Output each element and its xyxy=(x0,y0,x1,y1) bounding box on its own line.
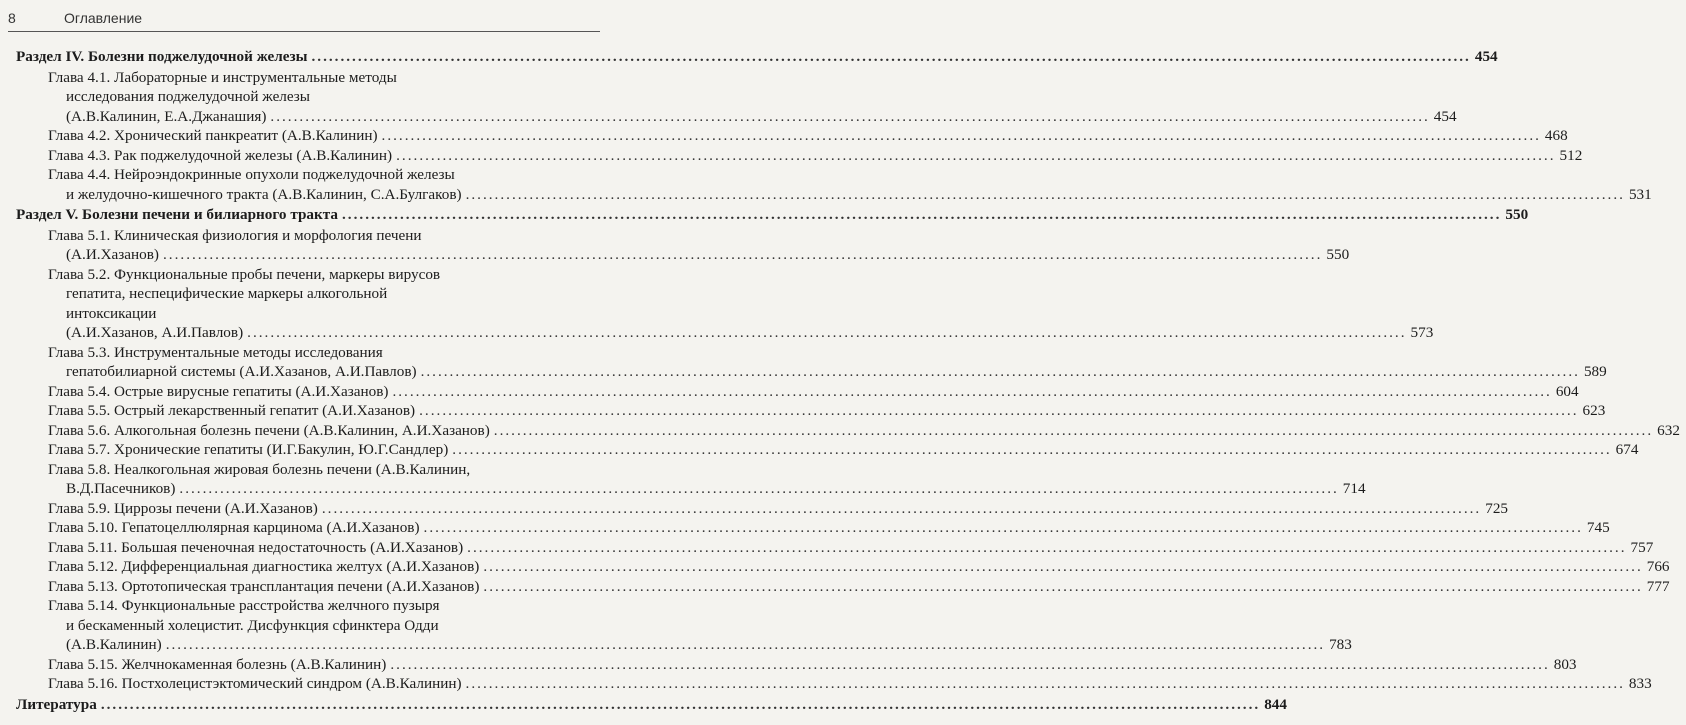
toc-chapter xyxy=(0,557,1670,577)
toc-line xyxy=(66,107,1457,127)
toc-line xyxy=(66,87,608,107)
toc-page-number: 623 xyxy=(1582,402,1606,419)
toc-line-text: Глава 4.2. Хронический панкреатит (А.В.Калинин) xyxy=(48,127,378,144)
toc-page-number: 803 xyxy=(1553,655,1577,673)
toc-chapter xyxy=(0,401,1606,421)
toc-page-number: 512 xyxy=(1559,146,1583,164)
dot-leader: ........................................................................................................................................................................................................ xyxy=(342,206,1502,223)
toc-chapter xyxy=(0,499,1508,519)
toc-chapter xyxy=(0,68,1457,127)
toc-line xyxy=(48,655,1577,675)
dot-leader: ........................................................................................................................................................................................................ xyxy=(311,48,1471,65)
toc-chapter xyxy=(0,460,1366,499)
toc-line-text: Глава 5.11. Большая печеночная недостаточность (А.И.Хазанов) xyxy=(48,538,464,556)
toc-line xyxy=(66,362,1607,382)
toc-page-number: 766 xyxy=(1646,558,1670,575)
toc-line-text: (А.В.Калинин) xyxy=(66,636,162,653)
toc-line xyxy=(66,185,1652,205)
toc-line-text: и бескаменный холецистит. Дисфункция сфинктера Одди xyxy=(66,616,439,634)
toc-page-number: 725 xyxy=(1485,499,1508,517)
toc-page-number: 844 xyxy=(1264,695,1287,713)
toc-line xyxy=(48,557,1670,577)
toc-page-number: 745 xyxy=(1586,519,1610,536)
toc-line-text: Глава 5.5. Острый лекарственный гепатит (А.И.Хазанов) xyxy=(48,402,416,419)
toc-line xyxy=(66,635,1352,655)
dot-leader: ........................................................................................................................................................................................................ xyxy=(423,519,1583,536)
toc-line xyxy=(48,674,1652,694)
dot-leader: ........................................................................................................................................................................................................ xyxy=(392,382,1552,400)
running-title: Оглавление xyxy=(64,10,143,26)
toc-chapter xyxy=(0,655,1577,675)
toc-chapter xyxy=(0,146,1583,166)
toc-page-number: 783 xyxy=(1329,636,1352,653)
dot-leader: ........................................................................................................................................................................................................ xyxy=(270,107,1430,125)
header-rule xyxy=(8,31,600,32)
toc-section xyxy=(16,47,1498,67)
dot-leader: ........................................................................................................................................................................................................ xyxy=(396,146,1556,164)
toc-line xyxy=(66,616,608,636)
toc-page-number: 531 xyxy=(1628,185,1652,203)
dot-leader: ........................................................................................................................................................................................................ xyxy=(493,421,1654,439)
toc-line-text: исследования поджелудочной железы xyxy=(66,88,311,105)
dot-leader: ........................................................................................................................................................................................................ xyxy=(179,480,1339,497)
toc-line xyxy=(16,47,1498,67)
toc-line-text: Глава 5.4. Острые вирусные гепатиты (А.И.Хазанов) xyxy=(48,382,389,400)
dot-leader: ........................................................................................................................................................................................................ xyxy=(419,402,1579,419)
toc-line-text: Глава 4.4. Нейроэндокринные опухоли поджелудочной железы xyxy=(48,166,455,183)
toc-chapter xyxy=(0,165,1652,204)
toc-line xyxy=(48,382,1579,402)
toc-page-number: 550 xyxy=(1505,206,1529,223)
toc-line xyxy=(48,596,608,616)
toc-chapter xyxy=(0,382,1579,402)
toc-line xyxy=(48,165,608,185)
toc-line-text: гепатита, неспецифические маркеры алкогольной xyxy=(66,285,388,302)
dot-leader: ........................................................................................................................................................................................................ xyxy=(465,185,1625,203)
toc-page-number: 589 xyxy=(1583,363,1607,380)
toc-page-number: 757 xyxy=(1630,538,1654,556)
toc-line-text: Глава 5.2. Функциональные пробы печени, маркеры вирусов xyxy=(48,265,441,283)
toc-line xyxy=(48,226,608,246)
toc-line xyxy=(48,518,1610,538)
toc-page-number: 632 xyxy=(1657,421,1680,439)
toc-line xyxy=(66,245,1350,265)
toc-chapter xyxy=(0,577,1670,597)
toc-page-number: 714 xyxy=(1342,480,1366,497)
dot-leader: ........................................................................................................................................................................................................ xyxy=(420,363,1580,380)
table-of-contents xyxy=(0,46,1680,715)
toc-chapter xyxy=(0,226,1350,265)
toc-line-text: Глава 5.14. Функциональные расстройства желчного пузыря xyxy=(48,597,440,614)
toc-line-text: В.Д.Пасечников) xyxy=(66,480,176,497)
toc-line-text: Глава 5.9. Циррозы печени (А.И.Хазанов) xyxy=(48,499,318,517)
dot-leader: ........................................................................................................................................................................................................ xyxy=(483,558,1643,575)
toc-page-number: 550 xyxy=(1326,246,1350,263)
dot-leader: ........................................................................................................................................................................................................ xyxy=(452,441,1612,458)
page-header xyxy=(8,8,600,30)
dot-leader: ........................................................................................................................................................................................................ xyxy=(321,499,1482,517)
toc-line xyxy=(48,499,1508,519)
toc-chapter xyxy=(0,343,1607,382)
toc-chapter xyxy=(0,538,1654,558)
toc-line xyxy=(48,126,1568,146)
page-number: 8 xyxy=(8,10,16,26)
dot-leader: ........................................................................................................................................................................................................ xyxy=(467,538,1627,556)
toc-page-number: 468 xyxy=(1544,127,1568,144)
toc-page-number: 674 xyxy=(1615,441,1639,458)
toc-line-text: Глава 5.1. Клиническая физиология и морфология печени xyxy=(48,226,422,244)
toc-line-text: Литература xyxy=(16,695,97,713)
toc-line-text: Глава 5.10. Гепатоцеллюлярная карцинома (А.И.Хазанов) xyxy=(48,519,420,536)
toc-page-number: 604 xyxy=(1555,382,1579,400)
toc-line-text: Глава 5.3. Инструментальные методы исследования xyxy=(48,343,383,361)
toc-line-text: Глава 5.7. Хронические гепатиты (И.Г.Бакулин, Ю.Г.Сандлер) xyxy=(48,441,449,458)
toc-line-text: (А.В.Калинин, Е.А.Джанашия) xyxy=(66,107,267,125)
toc-page-number: 833 xyxy=(1628,675,1652,692)
toc-chapter xyxy=(0,126,1568,146)
toc-line xyxy=(48,577,1670,597)
toc-line-text: Глава 5.6. Алкогольная болезнь печени (А.В.Калинин, А.И.Хазанов) xyxy=(48,421,490,439)
toc-line xyxy=(66,323,1434,343)
toc-chapter xyxy=(0,596,1352,655)
toc-line xyxy=(16,695,1287,715)
toc-line-text: (А.И.Хазанов, А.И.Павлов) xyxy=(66,324,244,341)
toc-page-number: 454 xyxy=(1474,48,1498,65)
toc-line xyxy=(48,421,1680,441)
toc-chapter xyxy=(0,440,1639,460)
toc-page-number: 573 xyxy=(1410,324,1434,341)
toc-line-text: гепатобилиарной системы (А.И.Хазанов, А.И.Павлов) xyxy=(66,363,417,380)
toc-line xyxy=(16,205,1529,225)
toc-line xyxy=(66,304,608,324)
toc-line-text: и желудочно-кишечного тракта (А.В.Калинин, С.А.Булгаков) xyxy=(66,185,462,203)
toc-page-number: 777 xyxy=(1646,577,1670,595)
toc-line xyxy=(66,479,1366,499)
toc-line-text: Раздел IV. Болезни поджелудочной железы xyxy=(16,48,308,65)
dot-leader: ........................................................................................................................................................................................................ xyxy=(163,246,1323,263)
toc-line-text: Глава 4.3. Рак поджелудочной железы (А.В.Калинин) xyxy=(48,146,393,164)
toc-line-text: Раздел V. Болезни печени и билиарного тракта xyxy=(16,206,338,223)
toc-line xyxy=(48,538,1654,558)
dot-leader: ........................................................................................................................................................................................................ xyxy=(390,655,1550,673)
toc-chapter xyxy=(0,518,1610,538)
toc-line-text: Глава 5.13. Ортотопическая трансплантация печени (А.И.Хазанов) xyxy=(48,577,480,595)
toc-chapter xyxy=(0,674,1652,694)
toc-line xyxy=(48,146,1583,166)
toc-line xyxy=(48,460,608,480)
toc-line-text: (А.И.Хазанов) xyxy=(66,246,159,263)
toc-line xyxy=(66,284,608,304)
dot-leader: ........................................................................................................................................................................................................ xyxy=(381,127,1541,144)
dot-leader: ........................................................................................................................................................................................................ xyxy=(247,324,1407,341)
toc-line-text: Глава 5.12. Дифференциальная диагностика желтух (А.И.Хазанов) xyxy=(48,558,480,575)
toc-section xyxy=(16,695,1287,715)
toc-line-text: Глава 5.15. Желчнокаменная болезнь (А.В.Калинин) xyxy=(48,655,387,673)
toc-line-text: интоксикации xyxy=(66,304,157,322)
dot-leader: ........................................................................................................................................................................................................ xyxy=(100,695,1261,713)
toc-line xyxy=(48,440,1639,460)
dot-leader: ........................................................................................................................................................................................................ xyxy=(165,636,1326,653)
dot-leader: ........................................................................................................................................................................................................ xyxy=(483,577,1643,595)
toc-line xyxy=(48,401,1606,421)
dot-leader: ........................................................................................................................................................................................................ xyxy=(465,675,1625,692)
toc-chapter xyxy=(0,265,1434,343)
toc-section xyxy=(16,205,1529,225)
toc-chapter xyxy=(0,421,1680,441)
toc-line xyxy=(48,265,608,285)
toc-line xyxy=(48,343,608,363)
toc-page-number: 454 xyxy=(1433,107,1457,125)
toc-line-text: Глава 5.8. Неалкогольная жировая болезнь печени (А.В.Калинин, xyxy=(48,460,471,478)
toc-line-text: Глава 5.16. Постхолецистэктомический синдром (А.В.Калинин) xyxy=(48,675,462,692)
toc-line-text: Глава 4.1. Лабораторные и инструментальные методы xyxy=(48,68,397,86)
toc-line xyxy=(48,68,608,88)
